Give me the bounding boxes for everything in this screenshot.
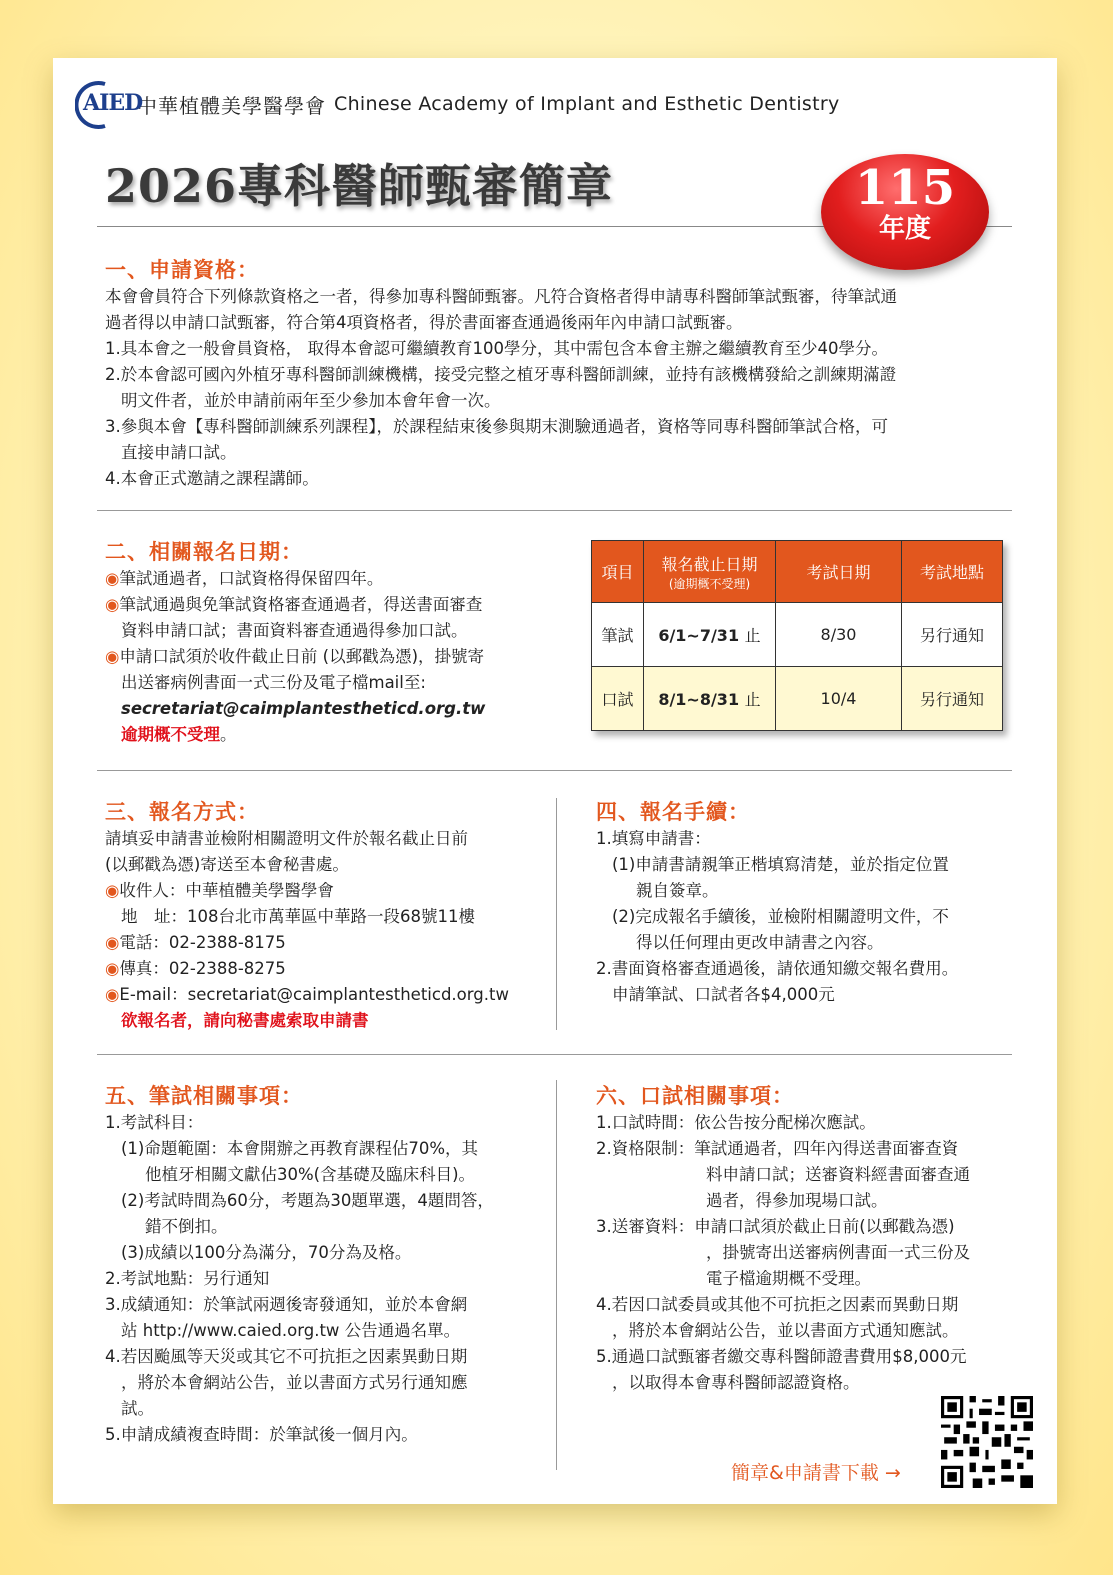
org-name-en: Chinese Academy of Implant and Esthetic Dentistry [334,93,840,115]
section1-line: 2.於本會認可國內外植牙專科醫師訓練機構，接受完整之植牙專科醫師訓練，並持有該機構發給之訓練期滿證 [105,365,897,384]
section2-body [105,566,485,748]
section4-line: 得以任何理由更改申請書之內容。 [636,933,884,952]
section5-line: (2)考試時間為60分，考題為30題單選，4題問答， [121,1191,494,1210]
table-cell-deadline [644,667,776,731]
period: 。 [220,725,237,744]
section1-line: 直接申請口試。 [121,443,237,462]
section4-line: (1)申請書請親筆正楷填寫清楚，並於指定位置 [612,855,949,874]
table-cell-place: 另行通知 [902,603,1003,667]
year-badge-label: 年度 [878,214,931,244]
bullet-icon: ◉ [105,933,120,952]
section5-line: 1.考試科目： [105,1113,204,1132]
section6-line: 1.口試時間：依公告按分配梯次應試。 [596,1113,876,1132]
section5-title: 五、筆試相關事項： [105,1084,303,1108]
section5-line: 4.若因颱風等天災或其它不可抗拒之因素異動日期 [105,1347,468,1366]
bullet-icon: ◉ [105,569,120,588]
section6-line: 4.若因口試委員或其他不可抗拒之因素而異動日期 [596,1295,959,1314]
section4-title: 四、報名手續： [596,800,750,824]
year-badge-number: 115 [854,160,956,216]
table-row [592,667,1003,731]
section2-line: 筆試通過與免筆試資格審查通過者，得送書面審查 [119,595,483,614]
section1-line: 4.本會正式邀請之課程講師。 [105,469,319,488]
schedule-table [591,540,1003,731]
column-divider [556,798,557,1030]
table-header-exam-place: 考試地點 [902,541,1003,603]
table-cell-deadline [644,603,776,667]
bullet-icon: ◉ [105,595,120,614]
section6-line: ，將於本會網站公告，並以書面方式通知應試。 [612,1321,959,1340]
column-divider [556,1080,557,1470]
late-notice: 逾期概不受理 [121,725,220,744]
section5-line: (3)成績以100分為滿分，70分為及格。 [121,1243,412,1262]
section3-line: 請填妥申請書並檢附相關證明文件於報名截止日前 [105,829,468,848]
section1-line: 本會會員符合下列條款資格之一者，得參加專科醫師甄審。凡符合資格者得申請專科醫師筆試甄審，待筆試通 [105,287,897,306]
section1-line: 3.參與本會【專科醫師訓練系列課程】，於課程結束後參與期末測驗通過者，資格等同專科醫師筆試合格，可 [105,417,888,436]
section6-line: 料申請口試；送審資料經書面審查通 [706,1165,970,1184]
download-link[interactable]: 簡章&申請書下載 → [731,1462,901,1484]
divider [97,1054,1012,1055]
section6-title: 六、口試相關事項： [596,1084,794,1108]
section4-line: 親自簽章。 [636,881,719,900]
section2-line: 出送審病例書面一式三份及電子檔mail至: [121,673,426,692]
section6-body [596,1110,970,1396]
section2-email: secretariat@caimplantestheticd.org.tw [121,699,486,718]
section5-line: 2.考試地點：另行通知 [105,1269,270,1288]
deadline-suffix: 止 [744,690,761,709]
table-header-deadline [644,541,776,603]
bullet-icon: ◉ [105,647,120,666]
section5-line: 他植牙相關文獻佔30%(含基礎及臨床科目)。 [145,1165,476,1184]
section2-line: 申請口試須於收件截止日前 (以郵戳為憑)，掛號寄 [119,647,485,666]
section1-line: 1.具本會之一般會員資格， 取得本會認可繼續教育100學分，其中需包含本會主辦之繼續教育至少40學分。 [105,339,888,358]
section1-line: 過者得以申請口試甄審，符合第4項資格者，得於書面審查通過後兩年內申請口試甄審。 [105,313,743,332]
section6-line: 5.通過口試甄審者繳交專科醫師證書費用$8,000元 [596,1347,967,1366]
section3-line: 收件人：中華植體美學醫學會 [119,881,334,900]
section3-line: E-mail：secretariat@caimplantestheticd.org.tw [119,985,509,1004]
section4-line: (2)完成報名手續後，並檢附相關證明文件，不 [612,907,949,926]
deadline-value: 6/1~7/31 [658,626,740,645]
divider [97,510,1012,511]
table-header-item: 項目 [592,541,644,603]
bullet-icon: ◉ [105,881,120,900]
section3-note: 欲報名者，請向秘書處索取申請書 [121,1011,369,1030]
table-cell-exam-date: 10/4 [776,667,902,731]
section3-title: 三、報名方式： [105,800,259,824]
table-cell-exam-date: 8/30 [776,603,902,667]
year-badge [821,154,989,270]
section6-line: ，掛號寄出送審病例書面一式三份及 [706,1243,970,1262]
divider [97,770,1012,771]
table-header-deadline-note: (逾期概不受理) [668,576,751,591]
table-header-deadline-label: 報名截止日期 [661,554,758,574]
section5-line: 錯不倒扣。 [145,1217,228,1236]
section3-line: 傳真：02-2388-8275 [119,959,286,978]
section5-body [105,1110,494,1448]
deadline-suffix: 止 [744,626,761,645]
header [75,76,840,132]
logo [75,76,143,132]
section4-line: 申請筆試、口試者各$4,000元 [612,985,835,1004]
section1-body [105,284,897,492]
section5-line: (1)命題範圍：本會開辦之再教育課程佔70%，其 [121,1139,479,1158]
qr-code-icon[interactable] [941,1396,1033,1488]
section2-title: 二、相關報名日期： [105,540,303,564]
section5-line: 3.成績通知：於筆試兩週後寄發通知，並於本會網 [105,1295,468,1314]
section3-line: (以郵戳為憑)寄送至本會秘書處。 [105,855,349,874]
bullet-icon: ◉ [105,985,120,1004]
table-header-exam-date: 考試日期 [776,541,902,603]
section5-line: 5.申請成績複查時間：於筆試後一個月內。 [105,1425,418,1444]
section5-line: 站 http://www.caied.org.tw 公告通過名單。 [121,1321,461,1340]
section5-line: ，將於本會網站公告，並以書面方式另行通知應 [121,1373,468,1392]
section6-line: 3.送審資料：申請口試須於截止日前(以郵戳為憑) [596,1217,955,1236]
flyer-card [53,58,1057,1504]
table-cell-place: 另行通知 [902,667,1003,731]
section6-line: 過者，得參加現場口試。 [706,1191,888,1210]
section5-line: 試。 [121,1399,154,1418]
section1-line: 明文件者，並於申請前兩年至少參加本會年會一次。 [121,391,501,410]
section6-line: 電子檔逾期概不受理。 [706,1269,871,1288]
table-row [592,603,1003,667]
logo-text: AIED [83,90,143,116]
bullet-icon: ◉ [105,959,120,978]
section4-body [596,826,958,1008]
section2-line: 筆試通過者，口試資格得保留四年。 [119,569,384,588]
deadline-value: 8/1~8/31 [658,690,740,709]
section2-line: 資料申請口試；書面資料審查通過得參加口試。 [121,621,468,640]
table-cell-item: 筆試 [592,603,644,667]
org-name: 中華植體美學醫學會 [137,93,326,118]
table-cell-item: 口試 [592,667,644,731]
section3-body [105,826,509,1034]
section4-line: 1.填寫申請書： [596,829,711,848]
section6-line: ，以取得本會專科醫師認證資格。 [612,1373,860,1392]
section1-title: 一、申請資格： [105,258,259,282]
section3-line: 電話：02-2388-8175 [119,933,286,952]
section4-line: 2.書面資格審查通過後，請依通知繳交報名費用。 [596,959,959,978]
section3-line: 地 址：108台北市萬華區中華路一段68號11樓 [121,907,475,926]
page-title: 2026專科醫師甄審簡章 [105,159,614,213]
section6-line: 2.資格限制：筆試通過者，四年內得送書面審查資 [596,1139,959,1158]
